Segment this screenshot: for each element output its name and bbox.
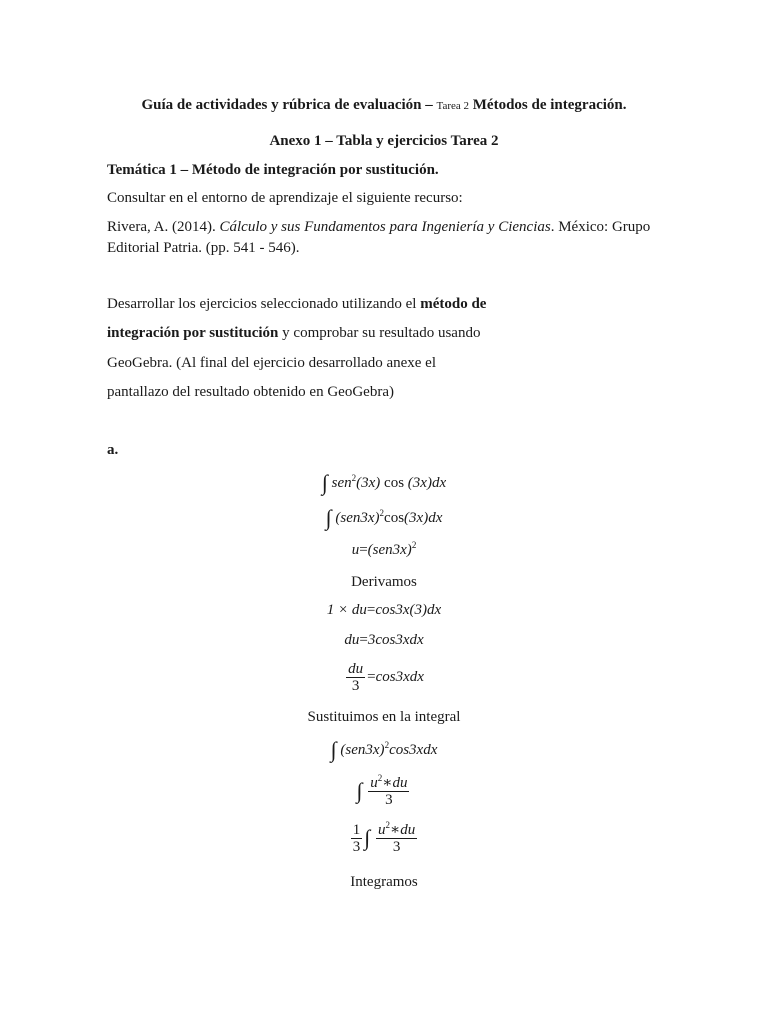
eq9-coef-num: 1: [352, 822, 361, 838]
title-tarea: Tarea 2: [436, 100, 470, 112]
eq2-arg: (3x): [404, 510, 429, 526]
reference-line1: [107, 219, 650, 236]
equation-8: [0, 775, 768, 808]
eq1-arg: (3x): [356, 475, 381, 491]
eq4-lhs: 1 × du: [326, 602, 367, 618]
equation-5: [0, 632, 768, 649]
eq9-exp: 2: [385, 820, 391, 830]
equation-9: [0, 822, 768, 855]
eq8-numerator: [368, 775, 409, 792]
eq6-fraction: [346, 661, 365, 694]
integral-sign: ∫: [356, 777, 363, 803]
integral-sign: ∫: [364, 824, 371, 850]
eq6-den: 3: [351, 678, 360, 694]
eq4-equals: =: [366, 602, 376, 618]
instructions-line3: GeoGebra. (Al final del ejercicio desarrollado anexe el: [107, 355, 437, 371]
eq8-u: u: [370, 775, 378, 791]
reference-author: Rivera, A. (2014).: [107, 219, 220, 235]
eq9-coef-den: 3: [352, 839, 361, 855]
eq7-base: (sen3x): [340, 742, 385, 758]
eq9-coefficient: [351, 822, 363, 855]
title-part2: Métodos de integración.: [469, 97, 627, 113]
eq1-exp: 2: [351, 473, 357, 483]
reference-book-title: Cálculo y sus Fundamentos para Ingeniería y Ciencias: [219, 219, 551, 235]
eq4-rhs: cos3x(3)dx: [375, 602, 442, 618]
instr-bold2: integración por sustitución: [107, 325, 279, 341]
eq1-sen: sen: [331, 475, 352, 491]
title-part1: Guía de actividades y rúbrica de evaluación –: [141, 97, 437, 113]
eq3-exp: 2: [411, 540, 417, 550]
eq6-num: du: [348, 661, 364, 677]
eq5-equals: =: [359, 632, 368, 648]
eq7-exp: 2: [384, 740, 390, 750]
eq5-lhs: du: [344, 632, 360, 648]
instructions-line2: [107, 325, 480, 342]
step-integramos: Integramos: [350, 874, 418, 890]
reference-rest: . México: Grupo: [550, 219, 651, 235]
integral-sign: ∫: [325, 505, 332, 530]
document-title: [0, 97, 768, 114]
instr-plain2: y comprobar su resultado usando: [278, 325, 481, 341]
integral-sign: ∫: [330, 737, 337, 762]
eq8-den: 3: [385, 792, 393, 808]
tematica-heading: Temática 1 – Método de integración por sustitución.: [107, 162, 439, 178]
eq2-dx: dx: [428, 510, 443, 526]
eq3-equals: =: [359, 542, 368, 558]
exercise-label: a.: [107, 442, 119, 458]
eq9-rest: ∗du: [390, 822, 416, 838]
eq7-rhs: cos3xdx: [389, 742, 438, 758]
equation-3: [0, 542, 768, 559]
eq6-equals: =: [367, 668, 376, 685]
eq8-fraction: [368, 775, 409, 808]
integral-sign: ∫: [321, 470, 328, 495]
step-derivamos: Derivamos: [351, 574, 417, 590]
eq9-numerator: [376, 822, 417, 839]
step-sustituimos: Sustituimos en la integral: [307, 709, 461, 725]
annex-title: Anexo 1 – Tabla y ejercicios Tarea 2: [269, 133, 499, 149]
eq2-exp: 2: [379, 508, 385, 518]
equation-6: [0, 661, 768, 694]
instr-bold1: método de: [420, 296, 487, 312]
eq6-rhs: cos3xdx: [375, 668, 424, 685]
instructions-line1: [107, 296, 486, 313]
eq9-fraction: [376, 822, 417, 855]
eq5-rhs: 3cos3xdx: [367, 632, 424, 648]
equation-2: [0, 505, 768, 531]
reference-line2: Editorial Patria. (pp. 541 - 546).: [107, 240, 300, 256]
equation-1: [0, 470, 768, 496]
eq8-rest: ∗du: [382, 775, 408, 791]
eq9-u: u: [378, 822, 386, 838]
eq1-arg2: (3x): [407, 475, 432, 491]
eq2-base: (sen3x): [335, 510, 380, 526]
eq2-cos: cos: [384, 510, 405, 526]
instr-plain1: Desarrollar los ejercicios seleccionado utilizando el: [107, 296, 421, 312]
eq3-lhs: u: [351, 542, 360, 558]
eq1-dx: dx: [431, 475, 447, 491]
eq9-den: 3: [392, 839, 401, 855]
eq8-exp: 2: [377, 773, 383, 783]
consult-text: Consultar en el entorno de aprendizaje el siguiente recurso:: [107, 190, 463, 206]
eq1-cos: cos: [384, 475, 405, 491]
instructions-line4: pantallazo del resultado obtenido en GeoGebra): [107, 384, 394, 400]
equation-7: [0, 737, 768, 763]
equation-4: [0, 602, 768, 619]
eq3-base: (sen3x): [367, 542, 412, 558]
